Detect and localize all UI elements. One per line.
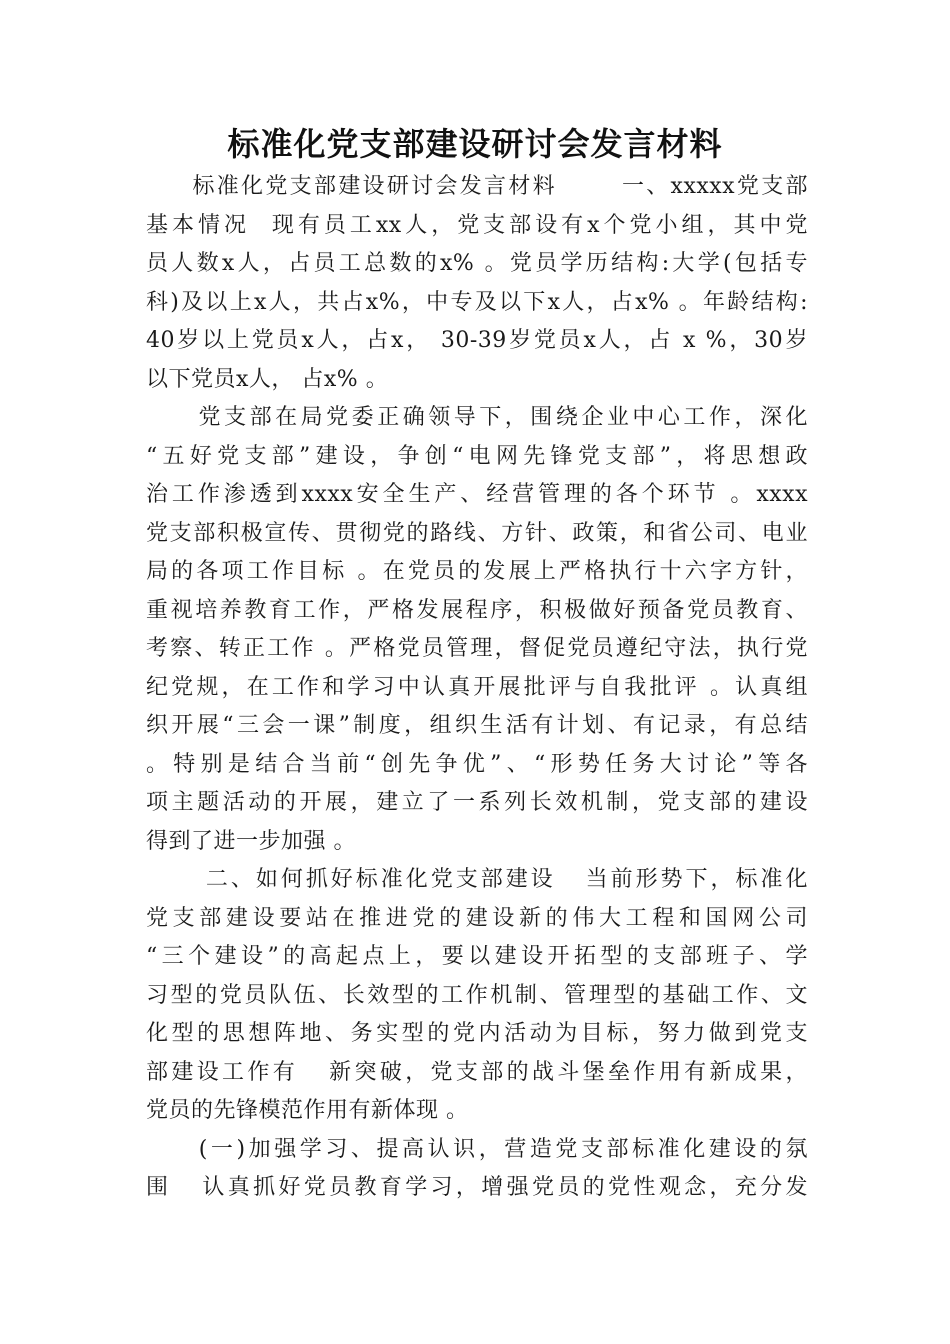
body-line: 二、如何抓好标准化党支部建设 当前形势下，标准化 [146,867,808,892]
body-line: “三个建设”的高起点上，要以建设开拓型的支部班子、学 [146,944,808,969]
body-line: 习型的党员队伍、长效型的工作机制、管理型的基础工作、文 [146,982,808,1008]
body-line: 纪党规，在工作和学习中认真开展批评与自我批评 。认真组 [146,674,808,700]
document-body [146,168,808,1208]
body-line: 党支部积极宣传、贯彻党的路线、方针、政策，和省公司、电业 [146,520,808,546]
body-line: 治工作渗透到xxxx安全生产、经营管理的各个环节 。xxxx [146,482,808,507]
body-line: 科)及以上x人，共占x%，中专及以下x人，占x% 。年龄结构: [146,289,808,315]
body-line: 项主题活动的开展，建立了一系列长效机制，党支部的建设 [146,790,808,815]
body-line: 化型的思想阵地、务实型的党内活动为目标，努力做到党支 [146,1021,808,1046]
body-line: 围 认真抓好党员教育学习，增强党员的党性观念，充分发 [146,1175,808,1200]
body-line: “五好党支部”建设，争创“电网先锋党支部”，将思想政 [146,443,808,469]
body-line: 。特别是结合当前“创先争优”、“形势任务大讨论”等各 [146,751,808,777]
body-line: 考察、转正工作 。严格党员管理，督促党员遵纪守法，执行党 [146,636,808,661]
body-line: 40岁以上党员x人，占x， 30-39岁党员x人，占 x %，30岁 [146,328,808,353]
document-title: 标准化党支部建设研讨会发言材料 [227,125,723,163]
body-line: 织开展“三会一课”制度，组织生活有计划、有记录，有总结 [146,713,808,738]
body-line: 重视培养教育工作，严格发展程序，积极做好预备党员教育、 [146,597,808,623]
body-line: 以下党员x人， 占x% 。 [146,366,389,392]
body-line: 局的各项工作目标 。在党员的发展上严格执行十六字方针， [146,559,808,584]
body-line: 基本情况 现有员工xx人，党支部设有x个党小组，其中党 [146,212,808,238]
body-line: 党支部在局党委正确领导下，围绕企业中心工作，深化 [146,405,808,430]
body-line: (一)加强学习、提高认识，营造党支部标准化建设的氛 [146,1136,808,1162]
body-line: 部建设工作有 新突破，党支部的战斗堡垒作用有新成果， [146,1059,808,1085]
body-line: 党支部建设要站在推进党的建设新的伟大工程和国网公司 [146,905,808,931]
body-line: 员人数x人，占员工总数的x% 。党员学历结构:大学(包括专 [146,251,808,276]
body-line: 得到了进一步加强 。 [146,828,356,854]
body-line: 标准化党支部建设研讨会发言材料 一、xxxxx党支部 [146,174,808,199]
body-line: 党员的先锋模范作用有新体现 。 [146,1098,469,1123]
